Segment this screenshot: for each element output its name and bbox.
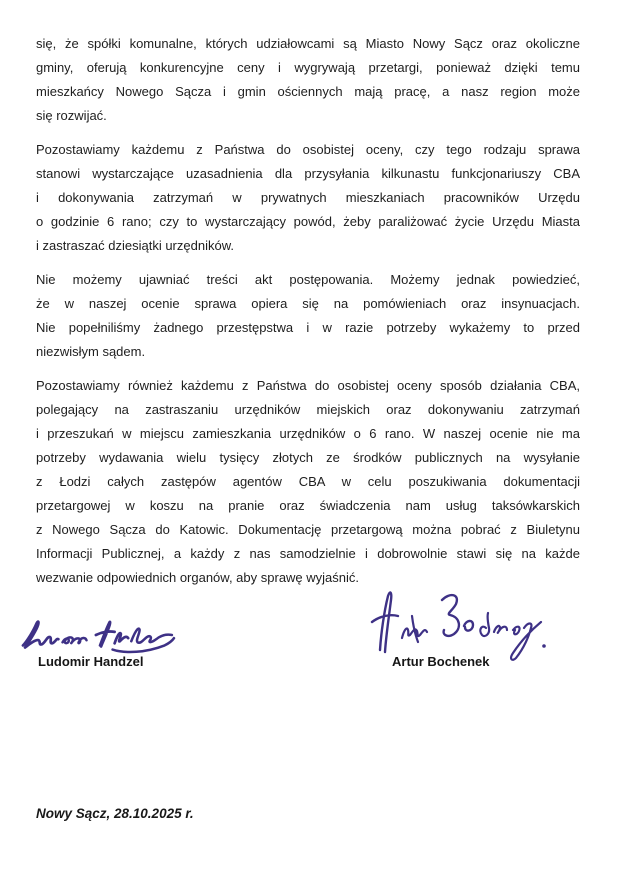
text-line: i przeszukań w miejscu zamieszkania urzędników o 6 rano. W naszej ocenie nie ma <box>36 426 580 441</box>
document-body <box>36 32 580 600</box>
paragraph <box>36 32 580 128</box>
text-line: się, że spółki komunalne, których udziałowcami są Miasto Nowy Sącz oraz okoliczne <box>36 36 580 51</box>
text-line: z Nowego Sącza do Katowic. Dokumentację przetargową można pobrać z Biuletynu <box>36 522 580 537</box>
text-line: o godzinie 6 rano; czy to wystarczający powód, żeby paraliżować życie Urzędu Miasta <box>36 214 580 229</box>
text-line: i dokonywania zatrzymań w prywatnych mieszkaniach pracowników Urzędu <box>36 190 580 205</box>
place-date-line: Nowy Sącz, 28.10.2025 r. <box>36 806 194 821</box>
text-line: polegający na zastraszaniu urzędników miejskich oraz dokonywaniu zatrzymań <box>36 402 580 417</box>
text-line: mieszkańcy Nowego Sącza i gmin ościennych mają pracę, a nasz region może <box>36 84 580 99</box>
text-line: przetargowej w koszu na pranie oraz świadczenia nam usług taksówkarskich <box>36 498 580 513</box>
text-line: wezwanie odpowiednich organów, aby sprawę wyjaśnić. <box>36 570 360 585</box>
handwritten-signature-ludomir-handzel <box>20 610 178 660</box>
text-line: i zastraszać dziesiątki urzędników. <box>36 238 234 253</box>
text-line: stanowi wystarczające uzasadnienia dla przysyłania kilkunastu funkcjonariuszy CBA <box>36 166 580 181</box>
text-line: z Łodzi całych zastępów agentów CBA w celu poszukiwania dokumentacji <box>36 474 580 489</box>
text-line: Pozostawiamy każdemu z Państwa do osobistej oceny, czy tego rodzaju sprawa <box>36 142 580 157</box>
text-line: Nie możemy ujawniać treści akt postępowania. Możemy jednak powiedzieć, <box>36 272 580 287</box>
printed-name-artur-bochenek: Artur Bochenek <box>392 654 490 669</box>
text-line: się rozwijać. <box>36 108 107 123</box>
text-line: że w naszej ocenie sprawa opiera się na pomówieniach oraz insynuacjach. <box>36 296 580 311</box>
text-line: Pozostawiamy również każdemu z Państwa do osobistej oceny sposób działania CBA, <box>36 378 580 393</box>
text-line: potrzeby wydawania wielu tysięcy złotych ze środków publicznych na wysyłanie <box>36 450 580 465</box>
printed-name-ludomir-handzel: Ludomir Handzel <box>38 654 144 669</box>
signature-block-left <box>20 610 178 660</box>
text-line: gminy, oferują konkurencyjne ceny i wygrywają przetargi, ponieważ dzięki temu <box>36 60 580 75</box>
text-line: Informacji Publicznej, a każdy z nas samodzielnie i dobrowolnie stawi się na każde <box>36 546 580 561</box>
paragraph <box>36 138 580 258</box>
paragraph <box>36 374 580 590</box>
text-line: Nie popełniliśmy żadnego przestępstwa i w razie potrzeby wykażemy to przed <box>36 320 580 335</box>
paragraph <box>36 268 580 364</box>
text-line: niezwisłym sądem. <box>36 344 146 359</box>
